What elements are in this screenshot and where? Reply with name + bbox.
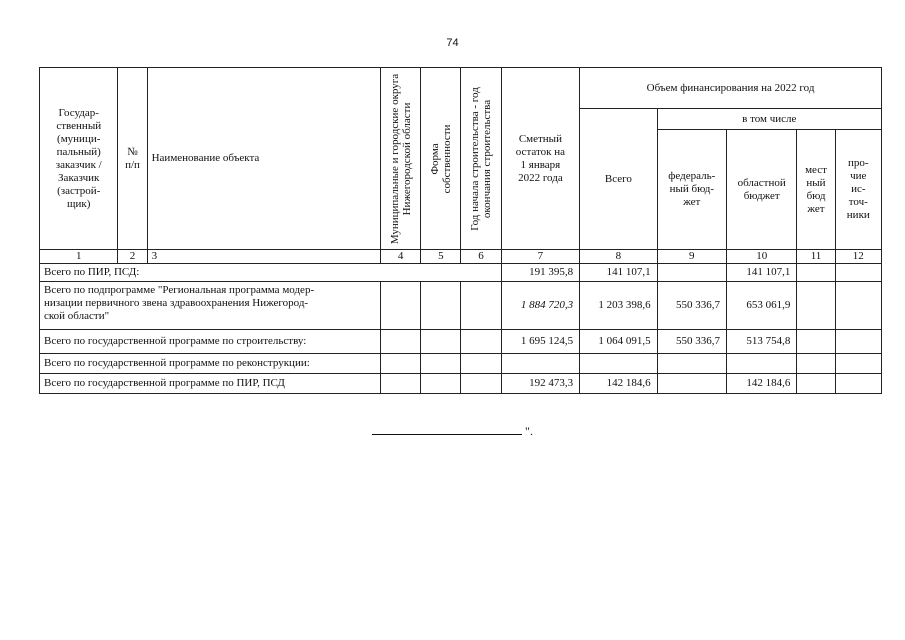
row-municipal bbox=[380, 330, 420, 354]
table-row bbox=[40, 330, 882, 354]
column-number: 2 bbox=[118, 250, 147, 264]
row-federal: 550 336,7 bbox=[657, 282, 726, 330]
header-financing: Объем финансирования на 2022 год bbox=[580, 68, 882, 109]
header-years bbox=[461, 68, 501, 250]
row-name: Всего по ПИР, ПСД: bbox=[40, 264, 502, 282]
table-row bbox=[40, 374, 882, 394]
row-name: Всего по государственной программе по реконструкции: bbox=[40, 354, 381, 374]
header-estimate: Сметный остаток на 1 января 2022 года bbox=[501, 68, 579, 250]
row-name: Всего по государственной программе по ПИР, ПСД bbox=[40, 374, 381, 394]
row-regional: 653 061,9 bbox=[726, 282, 796, 330]
header-federal: федераль- ный бюд- жет bbox=[657, 130, 726, 250]
row-total: 141 107,1 bbox=[580, 264, 657, 282]
column-number: 10 bbox=[726, 250, 796, 264]
column-number: 1 bbox=[40, 250, 118, 264]
row-years bbox=[461, 282, 501, 330]
row-estimate: 192 473,3 bbox=[501, 374, 579, 394]
column-number: 12 bbox=[835, 250, 881, 264]
header-including: в том числе bbox=[657, 109, 881, 130]
row-federal: 550 336,7 bbox=[657, 330, 726, 354]
column-number: 9 bbox=[657, 250, 726, 264]
row-local bbox=[797, 264, 835, 282]
header-regional: областной бюджет bbox=[726, 130, 796, 250]
row-estimate: 1 884 720,3 bbox=[501, 282, 579, 330]
row-estimate: 1 695 124,5 bbox=[501, 330, 579, 354]
header-years-text: Год начала строительства - год окончания строительства bbox=[469, 86, 494, 231]
row-other bbox=[835, 330, 881, 354]
row-municipal bbox=[380, 282, 420, 330]
row-years bbox=[461, 374, 501, 394]
row-total: 1 064 091,5 bbox=[580, 330, 657, 354]
financing-table bbox=[39, 67, 882, 394]
row-regional: 513 754,8 bbox=[726, 330, 796, 354]
row-municipal bbox=[380, 374, 420, 394]
header-number: № п/п bbox=[118, 68, 147, 250]
closing-line bbox=[0, 424, 905, 439]
header-object-name: Наименование объекта bbox=[147, 68, 380, 250]
header-customer: Государ- ственный (муници- пальный) заказчик / Заказчик (застрой- щик) bbox=[40, 68, 118, 250]
row-ownership bbox=[421, 330, 461, 354]
row-name: Всего по государственной программе по строительству: bbox=[40, 330, 381, 354]
row-ownership bbox=[421, 374, 461, 394]
row-local bbox=[797, 354, 835, 374]
row-total: 1 203 398,6 bbox=[580, 282, 657, 330]
row-regional: 142 184,6 bbox=[726, 374, 796, 394]
column-number: 5 bbox=[421, 250, 461, 264]
row-total bbox=[580, 354, 657, 374]
row-other bbox=[835, 374, 881, 394]
row-local bbox=[797, 330, 835, 354]
row-ownership bbox=[421, 354, 461, 374]
row-federal bbox=[657, 374, 726, 394]
header-municipal-text: Муниципальные и городские округа Нижегородской области bbox=[388, 73, 413, 244]
row-ownership bbox=[421, 282, 461, 330]
row-regional bbox=[726, 354, 796, 374]
column-number: 4 bbox=[380, 250, 420, 264]
row-total: 142 184,6 bbox=[580, 374, 657, 394]
header-ownership bbox=[421, 68, 461, 250]
row-federal bbox=[657, 354, 726, 374]
header-local: мест ный бюд жет bbox=[797, 130, 835, 250]
header-ownership-text: Форма собственности bbox=[428, 124, 453, 193]
column-number: 7 bbox=[501, 250, 579, 264]
column-number: 6 bbox=[461, 250, 501, 264]
row-years bbox=[461, 354, 501, 374]
page-number: 74 bbox=[446, 37, 459, 49]
column-number: 8 bbox=[580, 250, 657, 264]
row-municipal bbox=[380, 354, 420, 374]
header-total: Всего bbox=[580, 109, 657, 250]
row-local bbox=[797, 374, 835, 394]
closing-rule bbox=[372, 424, 522, 435]
row-years bbox=[461, 330, 501, 354]
row-regional: 141 107,1 bbox=[726, 264, 796, 282]
row-other bbox=[835, 282, 881, 330]
row-federal bbox=[657, 264, 726, 282]
table-row bbox=[40, 282, 882, 330]
column-number-row bbox=[40, 250, 882, 264]
row-estimate bbox=[501, 354, 579, 374]
table-row bbox=[40, 264, 882, 282]
header-municipal bbox=[380, 68, 420, 250]
row-name: Всего по подпрограмме "Региональная программа модер- низации первичного звена здравоохранения Нижегород- ской области" bbox=[40, 282, 381, 330]
row-estimate: 191 395,8 bbox=[501, 264, 579, 282]
row-local bbox=[797, 282, 835, 330]
row-other bbox=[835, 354, 881, 374]
table-row bbox=[40, 354, 882, 374]
closing-quote: ". bbox=[525, 424, 533, 438]
column-number: 11 bbox=[797, 250, 835, 264]
row-other bbox=[835, 264, 881, 282]
column-number: 3 bbox=[147, 250, 380, 264]
header-other: про- чие ис- точ- ники bbox=[835, 130, 881, 250]
